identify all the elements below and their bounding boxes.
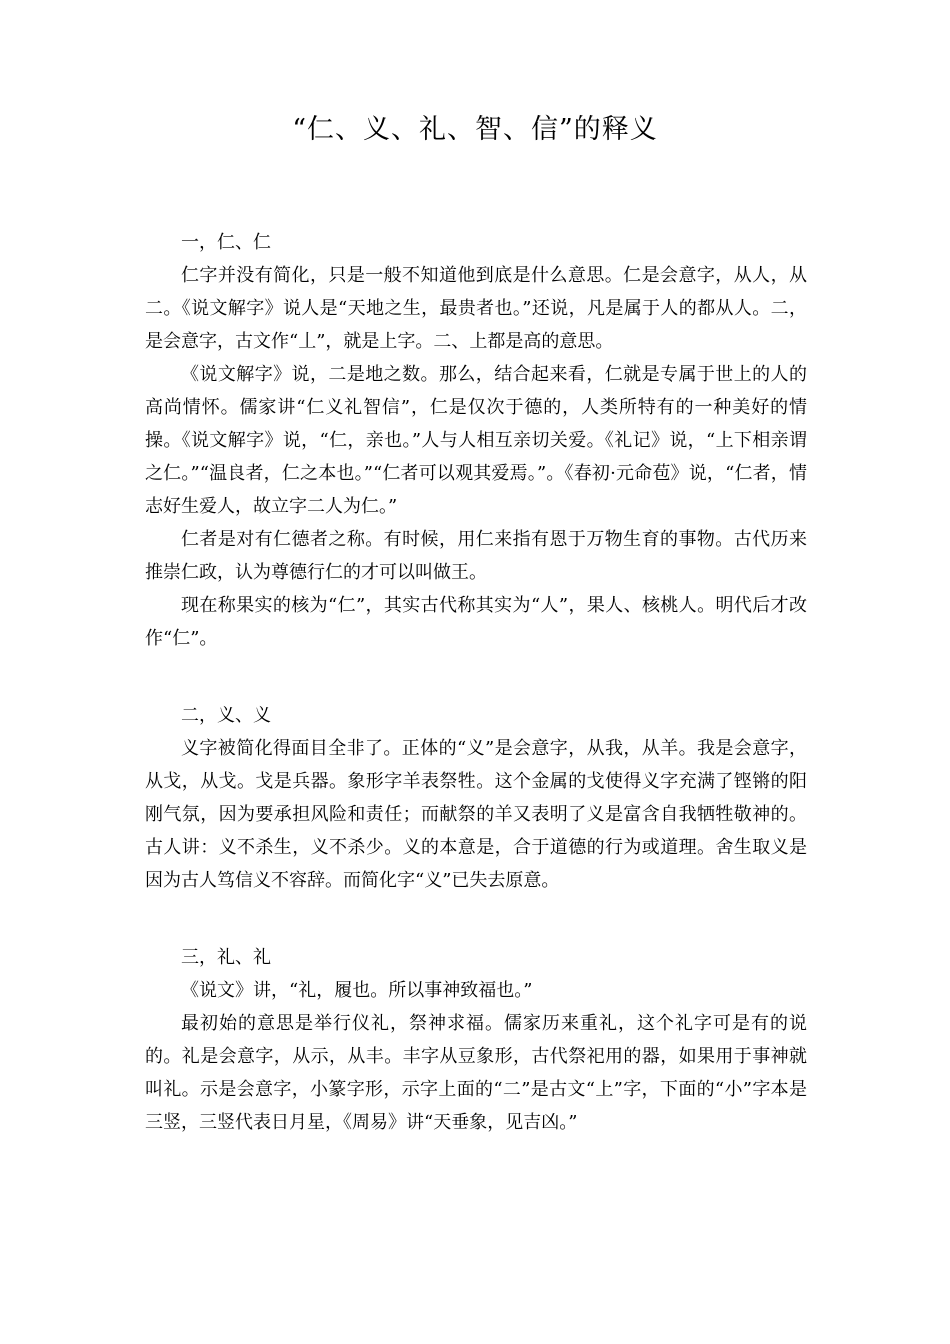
- section-yi: [145, 699, 807, 897]
- paragraph: 现在称果实的核为“仁”，其实古代称其实为“人”，果人、核桃人。明代后才改作“仁”。: [145, 595, 807, 649]
- paragraph: 《说文》讲，“礼，履也。所以事神致福也。”: [181, 980, 533, 1001]
- paragraph: 仁字并没有简化，只是一般不知道他到底是什么意思。仁是会意字，从人，从二。《说文解字》说人是“天地之生，最贵者也。”还说，凡是属于人的都从人。二，是会意字，古文作“丄”，就是上字。二、上都是高的意思。: [145, 265, 807, 352]
- paragraph: 仁者是对有仁德者之称。有时候，用仁来指有恩于万物生育的事物。古代历来推崇仁政，认为尊德行仁的才可以叫做王。: [145, 529, 807, 583]
- document-title: “仁、义、礼、智、信”的释义: [292, 114, 658, 145]
- section-heading: 三，礼、礼: [181, 947, 271, 968]
- section-heading: 一，仁、仁: [181, 232, 271, 253]
- section-li: [145, 941, 807, 1139]
- section-spacer: [145, 655, 807, 699]
- section-spacer: [145, 897, 807, 941]
- document-body: [145, 226, 807, 1139]
- section-ren: [145, 226, 807, 655]
- paragraph: 最初始的意思是举行仪礼，祭神求福。儒家历来重礼，这个礼字可是有的说的。礼是会意字，从示，从丰。丰字从豆象形，古代祭祀用的器，如果用于事神就叫礼。示是会意字，小篆字形，示字上面的“二”是古文“上”字，下面的“小”字本是三竖，三竖代表日月星，《周易》讲“天垂象，见吉凶。”: [145, 1013, 807, 1133]
- paragraph: 《说文解字》说，二是地之数。那么，结合起来看，仁就是专属于世上的人的高尚情怀。儒家讲“仁义礼智信”，仁是仅次于德的，人类所特有的一种美好的情操。《说文解字》说，“仁，亲也。”人与人相互亲切关爱。《礼记》说，“上下相亲谓之仁。”“温良者，仁之本也。”“仁者可以观其爱焉。”。《春初·元命苞》说，“仁者，情志好生爱人，故立字二人为仁。”: [145, 364, 807, 517]
- section-heading: 二，义、义: [181, 705, 271, 726]
- paragraph: 义字被简化得面目全非了。正体的“义”是会意字，从我，从羊。我是会意字，从戈，从戈。戈是兵器。象形字羊表祭牲。这个金属的戈使得义字充满了铿锵的阳刚气氛，因为要承担风险和责任；而献祭的羊又表明了义是富含自我牺牲敬神的。古人讲：义不杀生，义不杀少。义的本意是，合于道德的行为或道理。舍生取义是因为古人笃信义不容辞。而简化字“义”已失去原意。: [145, 738, 807, 891]
